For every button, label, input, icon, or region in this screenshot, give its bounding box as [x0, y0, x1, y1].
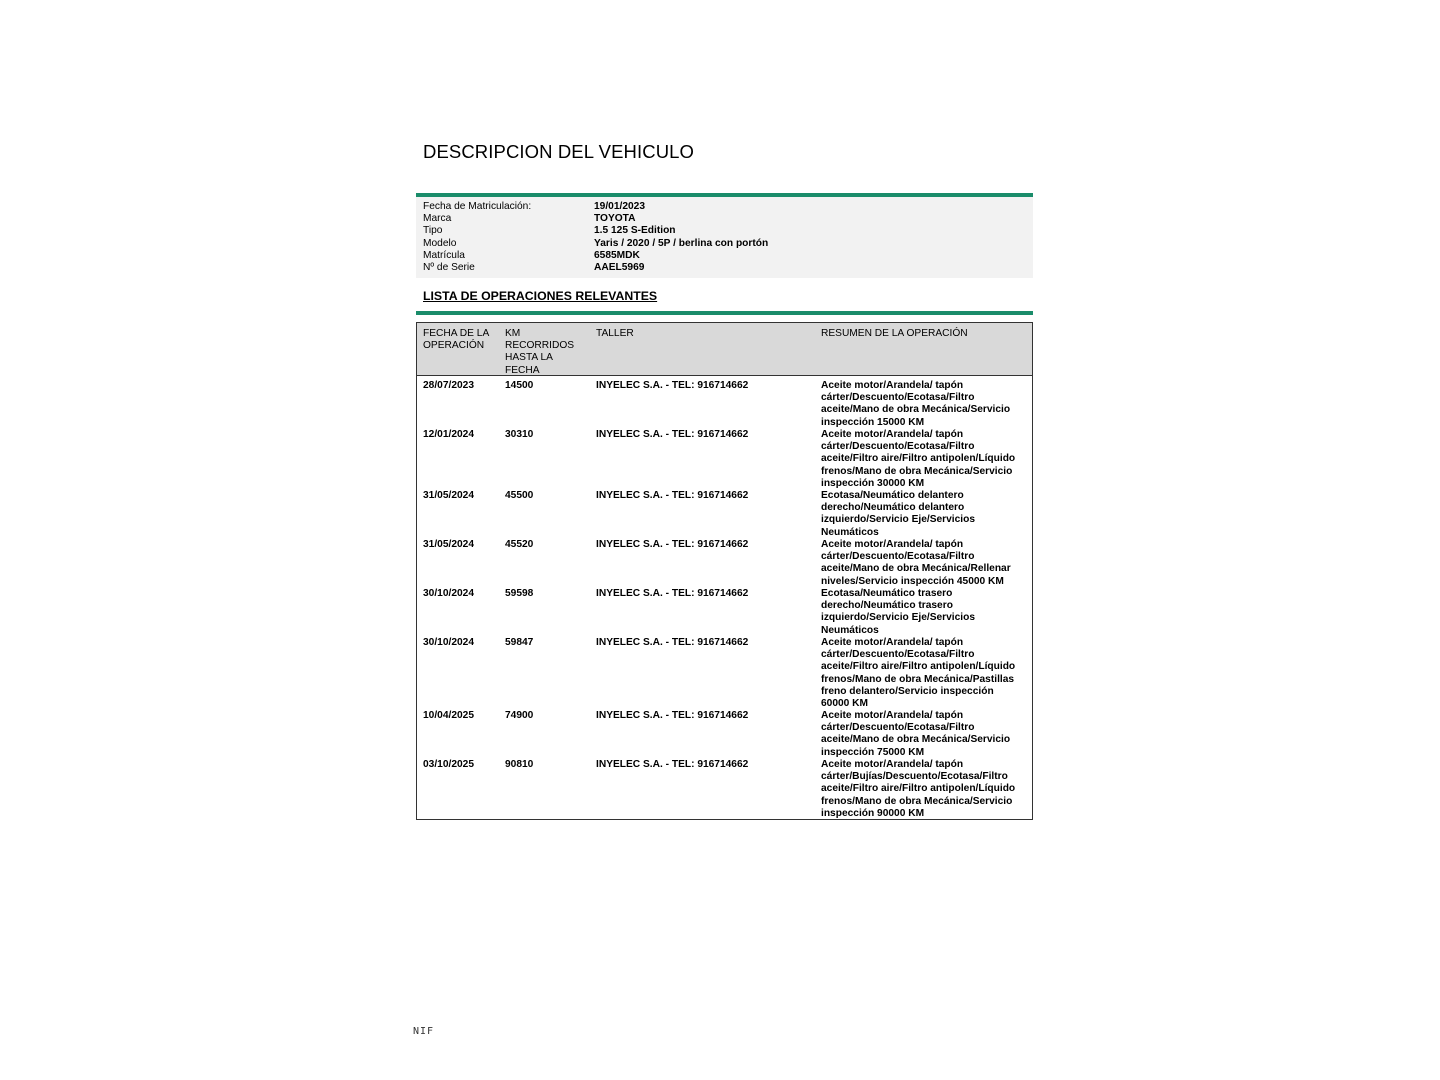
header-km-recorridos: KM RECORRIDOS HASTA LA FECHA: [505, 328, 575, 376]
cell-date: 30/10/2024: [423, 637, 474, 648]
cell-taller: INYELEC S.A. - TEL: 916714662: [596, 490, 749, 501]
vehicle-row-tipo: [423, 225, 1023, 237]
header-taller: TALLER: [596, 328, 634, 339]
cell-resumen: Ecotasa/Neumático trasero derecho/Neumático trasero izquierdo/Servicio Eje/Servicios Neumáticos: [821, 588, 976, 636]
cell-resumen: Ecotasa/Neumático delantero derecho/Neumático delantero izquierdo/Servicio Eje/Servicios Neumáticos: [821, 490, 976, 538]
vehicle-row-numero-serie: [423, 262, 1023, 274]
operations-section-title: LISTA DE OPERACIONES RELEVANTES: [423, 289, 658, 303]
cell-taller: INYELEC S.A. - TEL: 916714662: [596, 539, 749, 550]
vehicle-label: Marca: [423, 213, 452, 225]
cell-km: 59598: [505, 588, 534, 599]
cell-taller: INYELEC S.A. - TEL: 916714662: [596, 429, 749, 440]
vehicle-row-marca: [423, 213, 1023, 225]
cell-resumen: Aceite motor/Arandela/ tapón cárter/Descuento/Ecotasa/Filtro aceite/Filtro aire/Filtro antipolen/Líquido frenos/Mano de obra Mecánica/Pastillas freno delantero/Servicio inspección 60000 KM: [821, 637, 1016, 710]
cell-taller: INYELEC S.A. - TEL: 916714662: [596, 380, 749, 391]
header-fecha-operacion: FECHA DE LA OPERACIÓN: [423, 328, 490, 352]
cell-resumen: Aceite motor/Arandela/ tapón cárter/Bujías/Descuento/Ecotasa/Filtro aceite/Filtro aire/Filtro antipolen/Líquido frenos/Mano de obra Mecánica/Servicio inspección 90000 KM: [821, 759, 1016, 819]
vehicle-label: Nº de Serie: [423, 262, 475, 273]
cell-date: 31/05/2024: [423, 539, 474, 550]
cell-taller: INYELEC S.A. - TEL: 916714662: [596, 637, 749, 648]
cell-taller: INYELEC S.A. - TEL: 916714662: [596, 588, 749, 599]
vehicle-row-matricula: [423, 250, 1023, 262]
vehicle-label: Matrícula: [423, 249, 465, 261]
cell-date: 12/01/2024: [423, 429, 474, 440]
cell-resumen: Aceite motor/Arandela/ tapón cárter/Descuento/Ecotasa/Filtro aceite/Mano de obra Mecánica/Rellenar niveles/Servicio inspección 45000 KM: [821, 539, 1011, 587]
cell-date: 10/04/2025: [423, 710, 474, 721]
vehicle-value: TOYOTA: [594, 213, 636, 225]
cell-km: 30310: [505, 429, 534, 440]
operations-table-header: [417, 323, 1032, 376]
cell-date: 31/05/2024: [423, 490, 474, 501]
vehicle-label: Fecha de Matriculación:: [423, 201, 532, 212]
cell-resumen: Aceite motor/Arandela/ tapón cárter/Descuento/Ecotasa/Filtro aceite/Mano de obra Mecánica/Servicio inspección 75000 KM: [821, 710, 1011, 758]
vehicle-value: AAEL5969: [594, 262, 645, 273]
green-divider-operations: [416, 311, 1033, 315]
header-resumen-operacion: RESUMEN DE LA OPERACIÓN: [821, 328, 968, 339]
vehicle-description-box: [416, 197, 1033, 278]
cell-date: 28/07/2023: [423, 380, 474, 391]
cell-resumen: Aceite motor/Arandela/ tapón cárter/Descuento/Ecotasa/Filtro aceite/Mano de obra Mecánica/Servicio inspección 15000 KM: [821, 380, 1011, 428]
cell-taller: INYELEC S.A. - TEL: 916714662: [596, 759, 749, 770]
operations-table: [416, 322, 1033, 820]
vehicle-row-fecha-matriculacion: [423, 201, 1023, 213]
vehicle-value: Yaris / 2020 / 5P / berlina con portón: [594, 237, 769, 249]
page-title: DESCRIPCION DEL VEHICULO: [423, 141, 695, 162]
cell-km: 90810: [505, 759, 534, 770]
cell-date: 30/10/2024: [423, 588, 474, 599]
cell-km: 45500: [505, 490, 534, 501]
cell-date: 03/10/2025: [423, 759, 474, 770]
cell-km: 74900: [505, 710, 534, 721]
cell-km: 45520: [505, 539, 534, 550]
cell-taller: INYELEC S.A. - TEL: 916714662: [596, 710, 749, 721]
vehicle-row-modelo: [423, 238, 1023, 250]
cell-km: 59847: [505, 637, 534, 648]
vehicle-value: 19/01/2023: [594, 201, 645, 212]
vehicle-value: 6585MDK: [594, 249, 640, 261]
vehicle-label: Tipo: [423, 225, 443, 237]
cell-km: 14500: [505, 380, 534, 391]
vehicle-label: Modelo: [423, 237, 457, 249]
footer-nif: NIF: [413, 1026, 435, 1037]
cell-resumen: Aceite motor/Arandela/ tapón cárter/Descuento/Ecotasa/Filtro aceite/Filtro aire/Filtro antipolen/Líquido frenos/Mano de obra Mecánica/Servicio inspección 30000 KM: [821, 429, 1016, 489]
vehicle-value: 1.5 125 S-Edition: [594, 225, 676, 237]
